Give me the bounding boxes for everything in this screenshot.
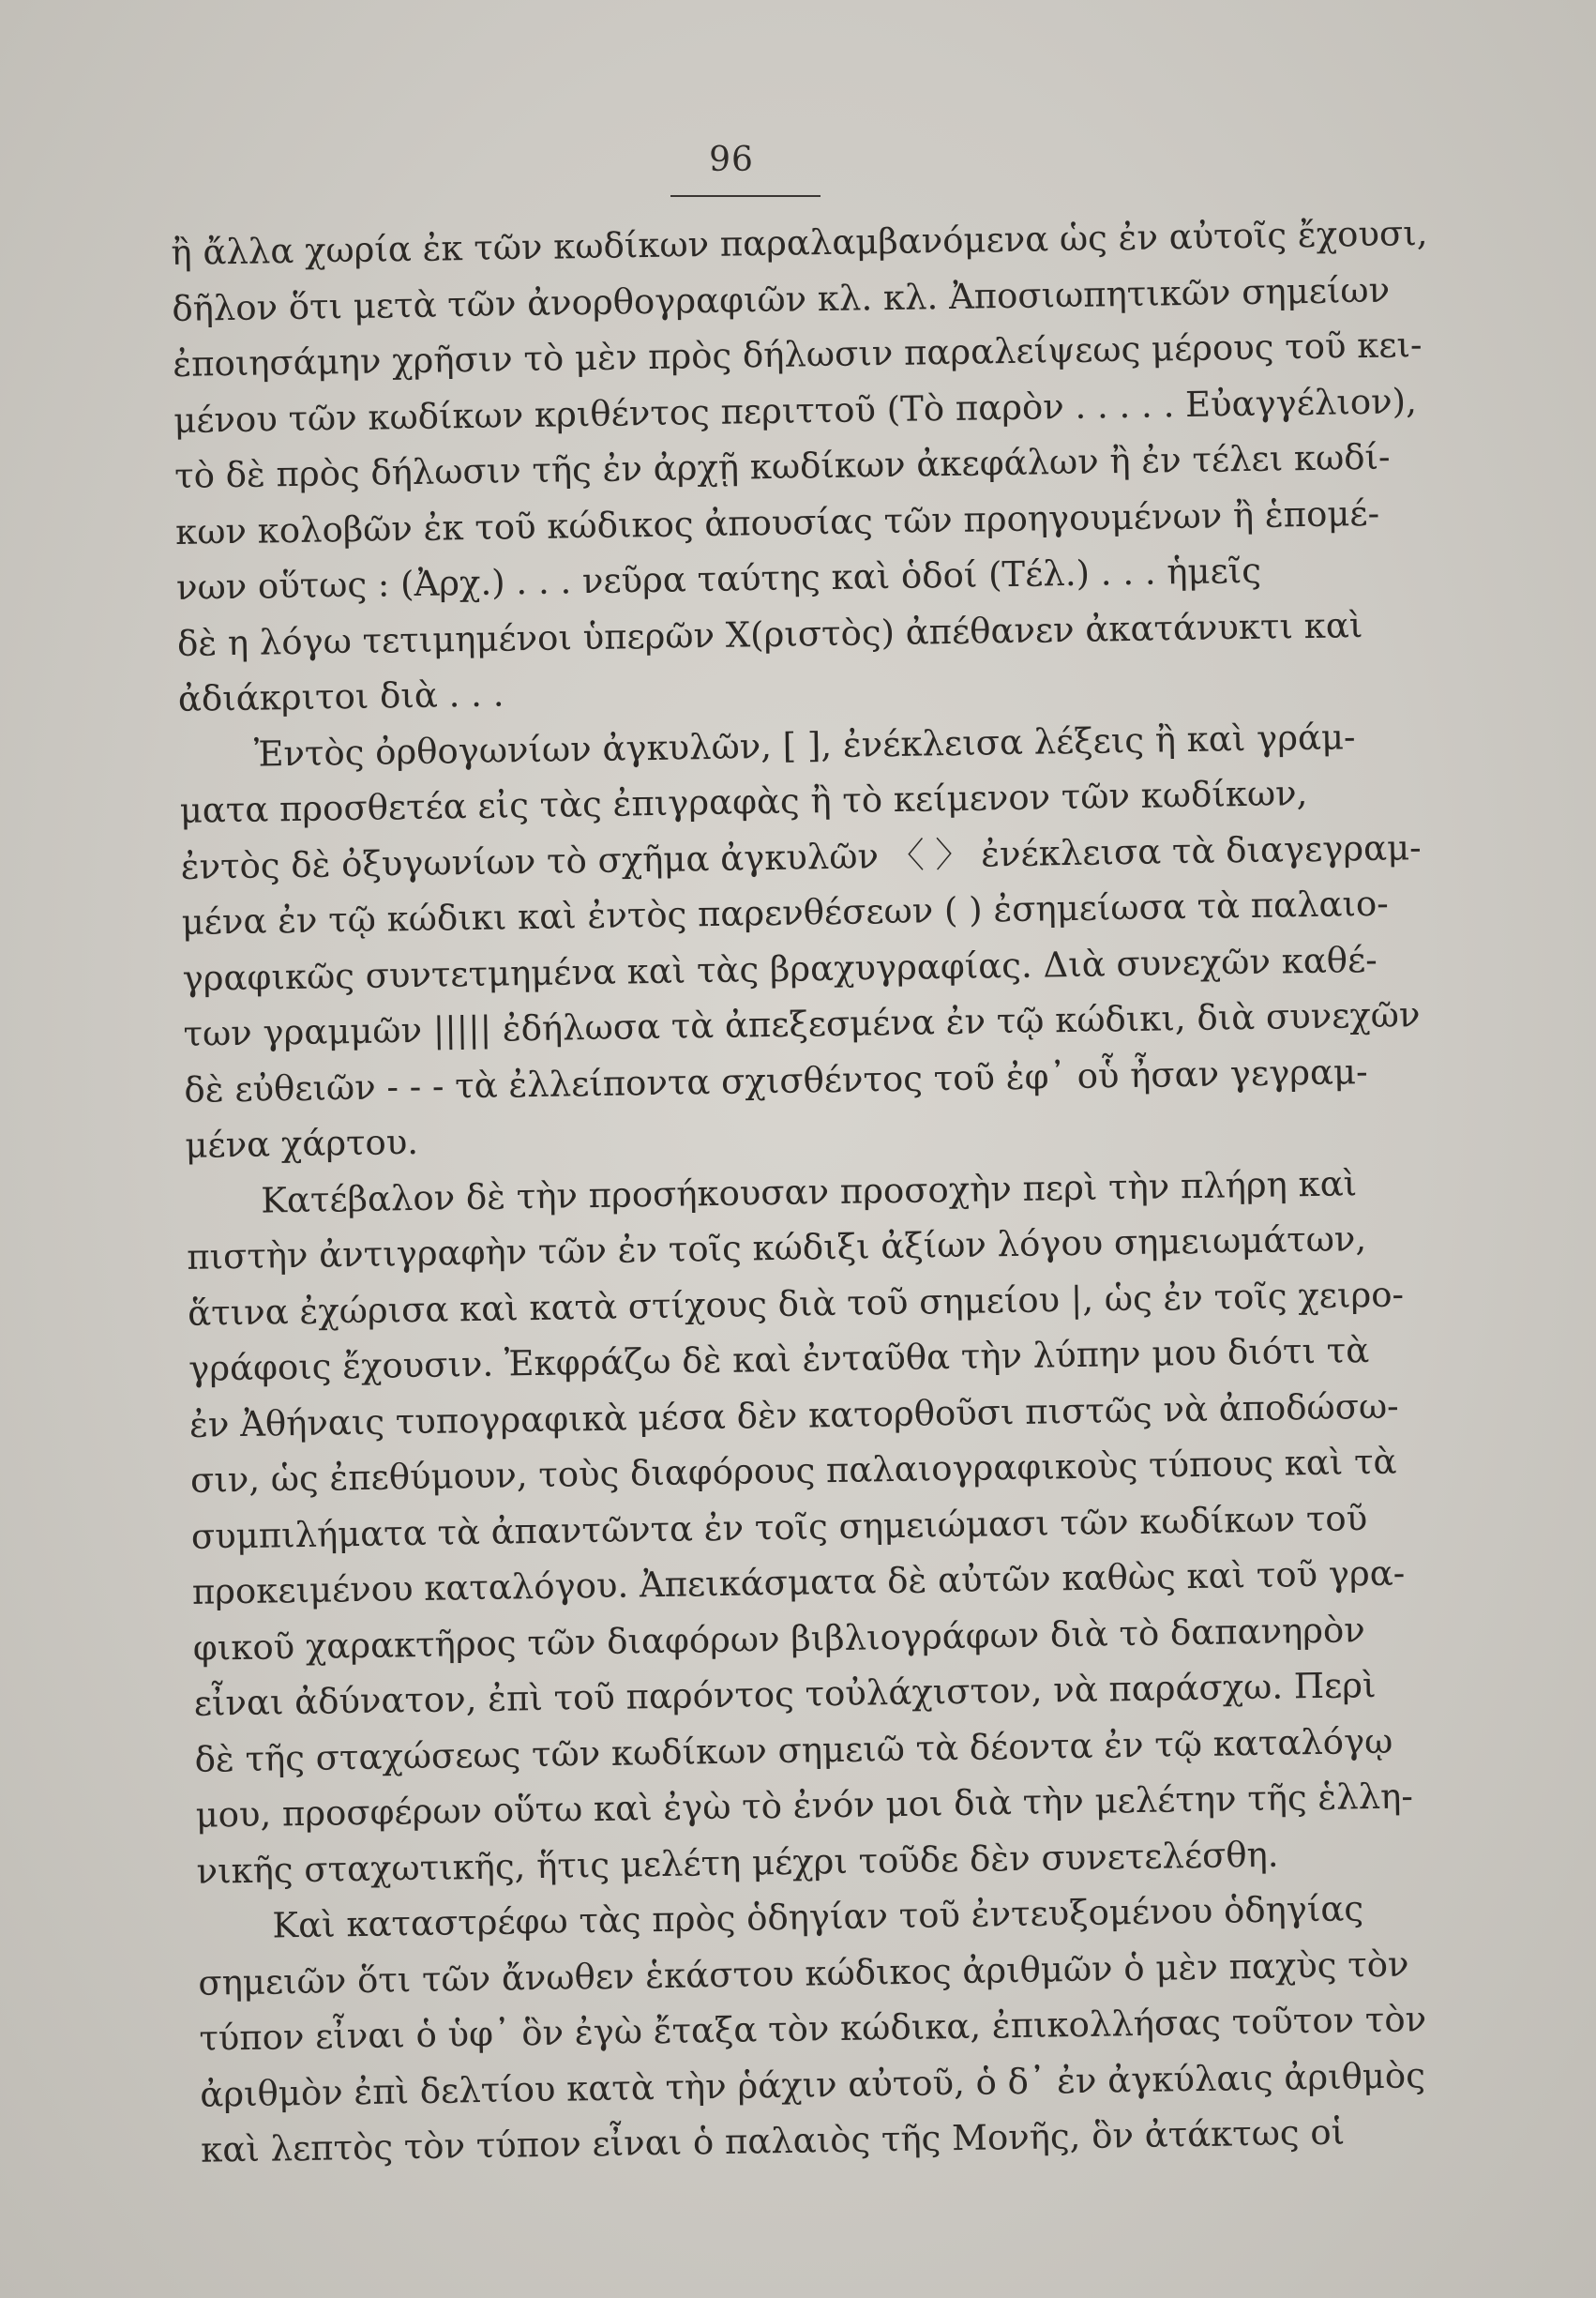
paragraph-start-line: Καὶ καταστρέφω τὰς πρὸς ὁδηγίαν τοῦ ἐντευξομένου ὁδηγίας [272, 1888, 1364, 1946]
text-line: δῆλον ὅτι μετὰ τῶν ἀνορθογραφιῶν κλ. κλ. Ἀποσιωπητικῶν σημείων [172, 269, 1391, 329]
text-line: κων κολοβῶν ἐκ τοῦ κώδικος ἀπουσίας τῶν προηγουμένων ἢ ἑπομέ- [174, 492, 1380, 552]
text-line: δὲ εὐθειῶν - - - τὰ ἐλλείποντα σχισθέντος τοῦ ἐφ᾿ οὗ ἦσαν γεγραμ- [184, 1051, 1368, 1111]
text-line: σιν, ὡς ἐπεθύμουν, τοὺς διαφόρους παλαιογραφικοὺς τύπους καὶ τὰ [189, 1441, 1397, 1501]
text-line: σημειῶν ὅτι τῶν ἄνωθεν ἑκάστου κώδικος ἀριθμῶν ὁ μὲν παχὺς τὸν [198, 1943, 1409, 2003]
text-line: ματα προσθετέα εἰς τὰς ἐπιγραφὰς ἢ τὸ κείμενον τῶν κωδίκων, [179, 773, 1308, 831]
text-line: ἅτινα ἐχώρισα καὶ κατὰ στίχους διὰ τοῦ σημείου |, ὡς ἐν τοῖς χειρο- [187, 1273, 1405, 1334]
text-line: μου, προσφέρων οὕτω καὶ ἐγὼ τὸ ἐνόν μοι διὰ τὴν μελέτην τῆς ἑλλη- [195, 1776, 1414, 1836]
text-line: μένα χάρτου. [185, 1121, 419, 1166]
body-text [171, 207, 1428, 2178]
text-line: ἀριθμὸν ἐπὶ δελτίου κατὰ τὴν ῥάχιν αὐτοῦ, ὁ δ᾿ ἐν ἀγκύλαις ἀριθμὸς [199, 2054, 1426, 2115]
paragraph-start-line: Ἐντὸς ὀρθογωνίων ἀγκυλῶν, [ ], ἐνέκλεισα λέξεις ἢ καὶ γράμ- [253, 716, 1356, 775]
text-line: γράφοις ἔχουσιν. Ἐκφράζω δὲ καὶ ἐνταῦθα τὴν λύπην μου διότι τὰ [188, 1330, 1370, 1389]
text-line: δὲ τῆς σταχώσεως τῶν κωδίκων σημειῶ τὰ δέοντα ἐν τῷ καταλόγῳ [194, 1720, 1393, 1780]
text-line: ἐντὸς δὲ ὀξυγωνίων τὸ σχῆμα ἀγκυλῶν 〈 〉 ἐνέκλεισα τὰ διαγεγραμ- [180, 826, 1422, 887]
text-line: ἐποιησάμην χρῆσιν τὸ μὲν πρὸς δήλωσιν παραλείψεως μέρους τοῦ κει- [172, 325, 1423, 385]
text-line: νικῆς σταχωτικῆς, ἥτις μελέτη μέχρι τοῦδε δὲν συνετελέσθη. [196, 1834, 1279, 1892]
text-line: ἢ ἄλλα χωρία ἐκ τῶν κωδίκων παραλαμβανόμενα ὡς ἐν αὐτοῖς ἔχουσι, [171, 212, 1428, 273]
text-line: δὲ η λόγω τετιμημένοι ὑπερῶν Χ(ριστὸς) ἀπέθανεν ἀκατάνυκτι καὶ [176, 604, 1363, 664]
text-line: καὶ λεπτὸς τὸν τύπον εἶναι ὁ παλαιὸς τῆς Μονῆς, ὃν ἀτάκτως οἱ [200, 2111, 1346, 2170]
text-line: νων οὕτως : (Ἀρχ.) . . . νεῦρα ταύτης καὶ ὁδοί (Τέλ.) . . . ἡμεῖς [175, 550, 1262, 608]
text-line: φικοῦ χαρακτῆρος τῶν διαφόρων βιβλιογράφων διὰ τὸ δαπανηρὸν [192, 1609, 1366, 1669]
text-line: τύπον εἶναι ὁ ὑφ᾿ ὃν ἐγὼ ἔταξα τὸν κώδικα, ἐπικολλήσας τοῦτον τὸν [199, 1999, 1427, 2059]
text-line: γραφικῶς συντετμημένα καὶ τὰς βραχυγραφίας. Διὰ συνεχῶν καθέ- [182, 939, 1378, 999]
text-line: ἐν Ἀθήναις τυπογραφικὰ μέσα δὲν κατορθοῦσι πιστῶς νὰ ἀποδώσω- [188, 1385, 1399, 1445]
page-number: 96 [709, 141, 754, 179]
text-line: προκειμένου καταλόγου. Ἀπεικάσματα δὲ αὐτῶν καθὼς καὶ τοῦ γρα- [191, 1552, 1406, 1612]
text-line: μένου τῶν κωδίκων κριθέντος περιττοῦ (Τὸ παρὸν . . . . . Εὐαγγέλιον), [173, 380, 1418, 441]
text-line: μένα ἐν τῷ κώδικι καὶ ἐντὸς παρενθέσεων ( ) ἐσημείωσα τὰ παλαιο- [181, 883, 1390, 943]
text-line: των γραμμῶν ||||| ἐδήλωσα τὰ ἀπεξεσμένα ἐν τῷ κώδικι, διὰ συνεχῶν [183, 994, 1421, 1054]
page-number-rule [670, 195, 821, 197]
paragraph-start-line: Κατέβαλον δὲ τὴν προσήκουσαν προσοχὴν περὶ τὴν πλήρη καὶ [261, 1162, 1358, 1221]
text-line: συμπιλήματα τὰ ἀπαντῶντα ἐν τοῖς σημειώμασι τῶν κωδίκων τοῦ [190, 1497, 1368, 1557]
text-line: τὸ δὲ πρὸς δήλωσιν τῆς ἐν ἀρχῇ κωδίκων ἀκεφάλων ἢ ἐν τέλει κωδί- [173, 436, 1391, 496]
text-line: εἶναι ἀδύνατον, ἐπὶ τοῦ παρόντος τοὐλάχιστον, νὰ παράσχω. Περὶ [193, 1665, 1377, 1724]
text-line: ἀδιάκριτοι διὰ . . . [177, 673, 504, 719]
text-line: πιστὴν ἀντιγραφὴν τῶν ἐν τοῖς κώδιξι ἀξίων λόγου σημειωμάτων, [186, 1218, 1367, 1278]
